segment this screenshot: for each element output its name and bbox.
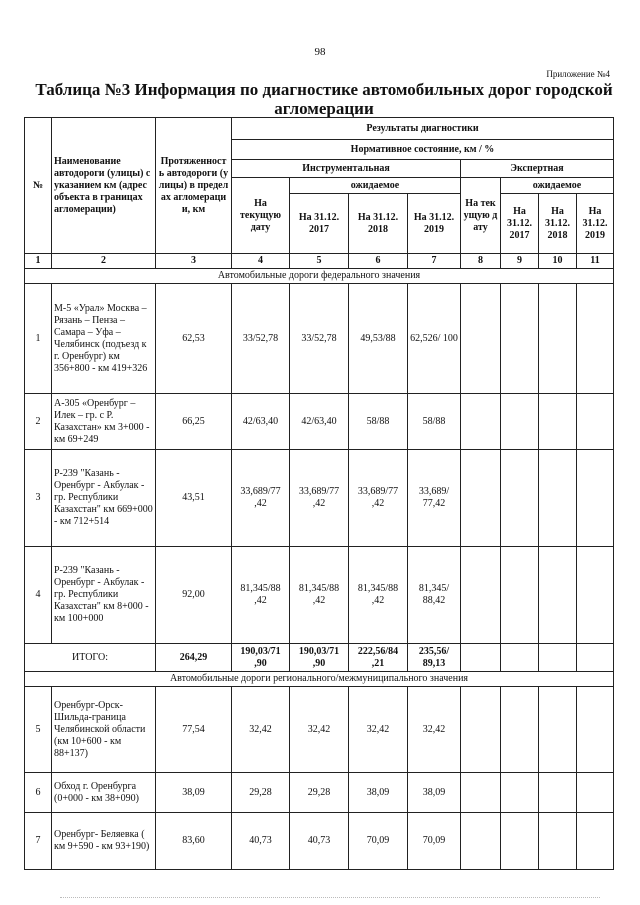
instr-2019: 33,689/ 77,42: [408, 450, 461, 547]
header-length: Протяженность автодороги (улицы) в пределах агломерации, км: [156, 118, 232, 254]
instr-2017: 33,689/77 ,42: [290, 450, 349, 547]
header-exp-current: На текущую дату: [461, 178, 501, 254]
page-bottom-edge: [60, 897, 600, 900]
instr-current: 81,345/88 ,42: [232, 547, 290, 644]
instr-2019: 32,42: [408, 687, 461, 773]
col-number: 2: [52, 254, 156, 269]
exp-2018: [539, 813, 577, 870]
header-exp-expected: ожидаемое: [501, 178, 614, 194]
exp-2018: [539, 394, 577, 450]
exp-2019: [577, 644, 614, 672]
road-name: Оренбург-Орск-Шильда-граница Челябинской области (км 10+600 - км 88+137): [52, 687, 156, 773]
instr-2018: 33,689/77 ,42: [349, 450, 408, 547]
page-number: 98: [314, 46, 326, 58]
road-name: Р-239 "Казань - Оренбург - Акбулак - гр. Республики Казахстан" км 669+000 - км 712+514: [52, 450, 156, 547]
exp-2019: [577, 687, 614, 773]
col-number: 7: [408, 254, 461, 269]
instr-2018: 49,53/88: [349, 284, 408, 394]
exp-2018: [539, 644, 577, 672]
col-number: 10: [539, 254, 577, 269]
exp-2017: [501, 644, 539, 672]
header-instr-2017: На 31.12. 2017: [290, 194, 349, 254]
instr-2019: 58/88: [408, 394, 461, 450]
exp-2018: [539, 450, 577, 547]
exp-2018: [539, 773, 577, 813]
appendix-label: Приложение №4: [546, 69, 610, 79]
row-num: 6: [25, 773, 52, 813]
exp-current: [461, 547, 501, 644]
road-name: Р-239 "Казань - Оренбург - Акбулак - гр. Республики Казахстан" км 8+000 - км 100+000: [52, 547, 156, 644]
header-instr-2019: На 31.12. 2019: [408, 194, 461, 254]
header-exp-2018: На 31.12. 2018: [539, 194, 577, 254]
exp-2018: [539, 284, 577, 394]
instr-current: 42/63,40: [232, 394, 290, 450]
col-number: 3: [156, 254, 232, 269]
exp-current: [461, 687, 501, 773]
table-row: [25, 773, 614, 813]
col-number: 8: [461, 254, 501, 269]
row-num: 3: [25, 450, 52, 547]
exp-2019: [577, 450, 614, 547]
col-number: 11: [577, 254, 614, 269]
exp-2017: [501, 813, 539, 870]
road-name: Обход г. Оренбурга (0+000 - км 38+090): [52, 773, 156, 813]
col-number: 9: [501, 254, 539, 269]
instr-2017: 42/63,40: [290, 394, 349, 450]
row-num: 7: [25, 813, 52, 870]
row-num: 2: [25, 394, 52, 450]
header-exp-2017: На 31.12. 2017: [501, 194, 539, 254]
exp-current: [461, 450, 501, 547]
instr-2017: 33/52,78: [290, 284, 349, 394]
instr-2018: 58/88: [349, 394, 408, 450]
instr-2017: 32,42: [290, 687, 349, 773]
header-instr-expected: ожидаемое: [290, 178, 461, 194]
section-regional: Автомобильные дороги регионального/межмуниципального значения: [25, 672, 614, 687]
exp-2017: [501, 547, 539, 644]
total-instr-2019: 235,56/ 89,13: [408, 644, 461, 672]
instr-current: 33/52,78: [232, 284, 290, 394]
instr-2019: 38,09: [408, 773, 461, 813]
row-num: 4: [25, 547, 52, 644]
road-length: 43,51: [156, 450, 232, 547]
exp-2018: [539, 547, 577, 644]
section-federal: Автомобильные дороги федерального значения: [25, 269, 614, 284]
road-length: 92,00: [156, 547, 232, 644]
exp-2019: [577, 813, 614, 870]
total-instr-2018: 222,56/84 ,21: [349, 644, 408, 672]
road-length: 66,25: [156, 394, 232, 450]
exp-2017: [501, 394, 539, 450]
column-numbers-row: [25, 254, 614, 269]
exp-2017: [501, 773, 539, 813]
road-length: 77,54: [156, 687, 232, 773]
exp-2017: [501, 687, 539, 773]
exp-current: [461, 394, 501, 450]
header-exp-2019: На 31.12. 2019: [577, 194, 614, 254]
road-length: 83,60: [156, 813, 232, 870]
table-row: [25, 284, 614, 394]
diagnostics-table: [24, 117, 614, 870]
instr-2019: 70,09: [408, 813, 461, 870]
total-length: 264,29: [156, 644, 232, 672]
instr-2018: 38,09: [349, 773, 408, 813]
exp-2019: [577, 547, 614, 644]
exp-current: [461, 773, 501, 813]
exp-2019: [577, 773, 614, 813]
table-row: [25, 813, 614, 870]
road-name: А-305 «Оренбург – Илек – гр. с Р. Казахстан» км 3+000 - км 69+249: [52, 394, 156, 450]
row-num: 1: [25, 284, 52, 394]
table-row: [25, 394, 614, 450]
total-label: ИТОГО:: [25, 644, 156, 672]
total-row: [25, 644, 614, 672]
header-expert: Экспертная: [461, 160, 614, 178]
col-number: 6: [349, 254, 408, 269]
col-number: 4: [232, 254, 290, 269]
table-row: [25, 450, 614, 547]
header-name: Наименование автодороги (улицы) с указанием км (адрес объекта в границах агломерации): [52, 118, 156, 254]
table-row: [25, 547, 614, 644]
instr-current: 32,42: [232, 687, 290, 773]
header-instr-2018: На 31.12. 2018: [349, 194, 408, 254]
total-instr-current: 190,03/71 ,90: [232, 644, 290, 672]
header-instrumental: Инструментальная: [232, 160, 461, 178]
exp-2017: [501, 284, 539, 394]
instr-2017: 40,73: [290, 813, 349, 870]
exp-2017: [501, 450, 539, 547]
exp-2018: [539, 687, 577, 773]
road-length: 38,09: [156, 773, 232, 813]
instr-current: 33,689/77 ,42: [232, 450, 290, 547]
instr-2017: 29,28: [290, 773, 349, 813]
road-name: М-5 «Урал» Москва – Рязань – Пенза – Самара – Уфа – Челябинск (подъезд к г. Оренбург) км 356+800 - км 419+326: [52, 284, 156, 394]
exp-2019: [577, 284, 614, 394]
header-results: Результаты диагностики: [232, 118, 614, 140]
road-name: Оренбург- Беляевка ( км 9+590 - км 93+190): [52, 813, 156, 870]
instr-2019: 62,526/ 100: [408, 284, 461, 394]
exp-2019: [577, 394, 614, 450]
header-normative: Нормативное состояние, км / %: [232, 140, 614, 160]
table-row: [25, 687, 614, 773]
page-title: Таблица №3 Информация по диагностике автомобильных дорог городской агломерации: [35, 80, 613, 118]
exp-current: [461, 813, 501, 870]
instr-2017: 81,345/88 ,42: [290, 547, 349, 644]
road-length: 62,53: [156, 284, 232, 394]
col-number: 1: [25, 254, 52, 269]
header-num: №: [25, 118, 52, 254]
col-number: 5: [290, 254, 349, 269]
table-body: [25, 269, 614, 870]
instr-current: 29,28: [232, 773, 290, 813]
instr-2018: 70,09: [349, 813, 408, 870]
instr-current: 40,73: [232, 813, 290, 870]
total-instr-2017: 190,03/71 ,90: [290, 644, 349, 672]
row-num: 5: [25, 687, 52, 773]
exp-current: [461, 284, 501, 394]
instr-2018: 81,345/88 ,42: [349, 547, 408, 644]
instr-2018: 32,42: [349, 687, 408, 773]
header-instr-current: На текущую дату: [232, 178, 290, 254]
instr-2019: 81,345/ 88,42: [408, 547, 461, 644]
exp-current: [461, 644, 501, 672]
table-header: [25, 118, 614, 269]
